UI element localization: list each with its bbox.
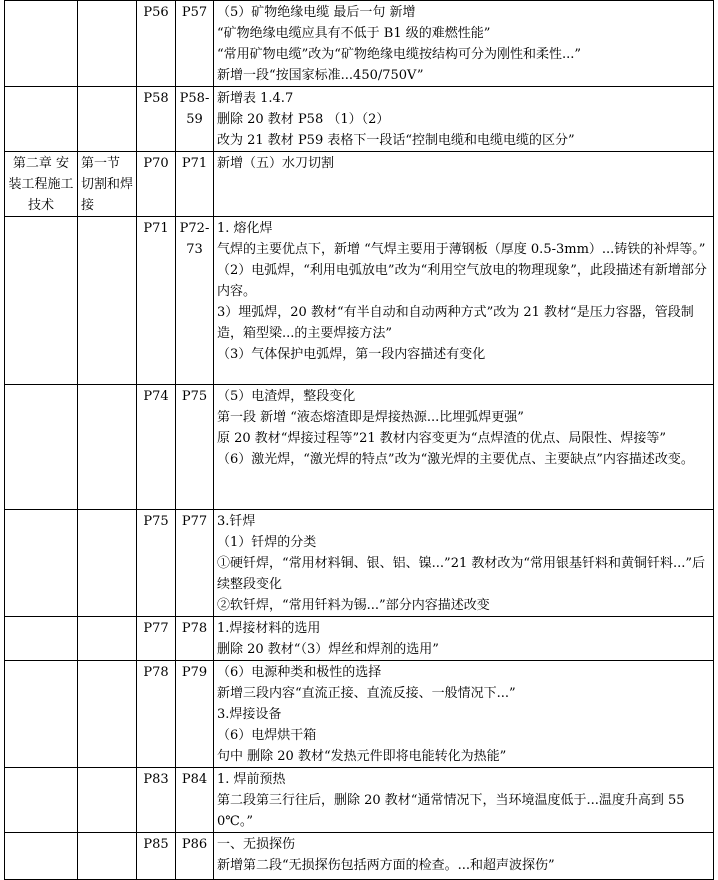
- old-page-cell-text: P83: [143, 772, 169, 787]
- old-page-cell: [137, 217, 176, 385]
- new-page-cell-text: P86: [181, 837, 208, 852]
- table-row: [5, 833, 714, 880]
- table-row: [5, 385, 714, 510]
- change-line: 句中 删除 20 教材“发热元件即将电能转化为热能”: [217, 749, 507, 764]
- new-page-cell-text: P72-73: [179, 221, 210, 257]
- old-page-cell-text: P77: [143, 621, 169, 636]
- old-page-cell-text: P56: [143, 5, 169, 20]
- change-line: 一、无损探伤: [217, 837, 296, 852]
- table-row: [5, 768, 714, 833]
- new-page-cell-text: P77: [181, 514, 208, 529]
- change-line: 新增（五）水刀切割: [217, 156, 335, 171]
- new-page-cell-text: P71: [181, 156, 208, 171]
- old-page-cell: [137, 833, 176, 880]
- chapter-cell: [5, 1, 78, 87]
- table-body: [5, 1, 714, 880]
- section-cell: [78, 768, 137, 833]
- old-page-cell-text: P85: [143, 837, 169, 852]
- change-line: （2）电弧焊，“利用电弧放电”改为“利用空气放电的物理现象”，此段描述有新增部分内容。: [217, 263, 707, 299]
- new-page-cell-text: P78: [181, 621, 208, 636]
- change-line: 1. 焊前预热: [217, 772, 286, 787]
- section-cell: [78, 385, 137, 510]
- change-line: 新增表 1.4.7: [217, 91, 294, 106]
- change-line: 第二段第三行往后，删除 20 教材“通常情况下，当环境温度低于...温度升高到 550℃。”: [217, 793, 685, 829]
- change-line: （5）矿物绝缘电缆 最后一句 新增: [217, 5, 416, 20]
- change-line: ①硬钎焊，“常用材料铜、银、铝、镍...”21 教材改为“常用银基钎料和黄铜钎料...”后续整段变化: [217, 556, 706, 592]
- change-line: ②软钎焊，“常用钎料为锡...”部分内容描述改变: [217, 598, 490, 613]
- change-line: 3）埋弧焊，20 教材“有半自动和自动两种方式”改为 21 教材“是压力容器，管段制造，箱型梁...的主要焊接方法”: [217, 305, 694, 341]
- change-line: “常用矿物电缆”改为“矿物绝缘电缆按结构可分为刚性和柔性...”: [217, 47, 581, 62]
- new-page-cell: [176, 385, 214, 510]
- section-cell: [78, 510, 137, 617]
- change-line: 新增第二段“无损探伤包括两方面的检查。...和超声波探伤”: [217, 858, 555, 873]
- chapter-cell: [5, 768, 78, 833]
- section-cell: [78, 87, 137, 152]
- old-page-cell-text: P71: [143, 221, 169, 236]
- new-page-cell-text: P75: [181, 389, 208, 404]
- change-line: 3.钎焊: [217, 514, 256, 529]
- new-page-cell: [176, 661, 214, 768]
- new-page-cell: [176, 1, 214, 87]
- table-row: [5, 217, 714, 385]
- change-description-cell: [214, 152, 714, 217]
- section-cell-text: 第一节 切割和焊接: [81, 156, 134, 213]
- new-page-cell-text: P79: [181, 665, 208, 680]
- old-page-cell: [137, 510, 176, 617]
- change-description-cell: [214, 217, 714, 385]
- old-page-cell: [137, 152, 176, 217]
- change-line: 改为 21 教材 P59 表格下一段话“控制电缆和电缆电缆的区分”: [217, 133, 575, 148]
- chapter-cell: [5, 510, 78, 617]
- change-line: 删除 20 教材 P58 （1）（2）: [217, 112, 390, 127]
- old-page-cell: [137, 1, 176, 87]
- change-line: 1. 熔化焊: [217, 221, 273, 236]
- old-page-cell-text: P78: [143, 665, 169, 680]
- change-description-cell: [214, 1, 714, 87]
- change-line: （3）气体保护电弧焊，第一段内容描述有变化: [217, 347, 486, 362]
- change-line: 气焊的主要优点下，新增 “气焊主要用于薄钢板（厚度 0.5-3mm）...铸铁的补焊等。”: [217, 242, 706, 257]
- new-page-cell-text: P58-59: [179, 91, 210, 127]
- old-page-cell: [137, 768, 176, 833]
- old-page-cell-text: P70: [143, 156, 169, 171]
- change-log-table: [4, 0, 714, 880]
- chapter-cell: [5, 385, 78, 510]
- new-page-cell: [176, 768, 214, 833]
- section-cell: [78, 152, 137, 217]
- new-page-cell: [176, 87, 214, 152]
- table-row: [5, 87, 714, 152]
- new-page-cell-text: P57: [181, 5, 208, 20]
- chapter-cell: [5, 833, 78, 880]
- new-page-cell: [176, 833, 214, 880]
- change-description-cell: [214, 833, 714, 880]
- change-line: 1.焊接材料的选用: [217, 621, 321, 636]
- change-line: （1）钎焊的分类: [217, 535, 317, 550]
- section-cell: [78, 217, 137, 385]
- old-page-cell: [137, 617, 176, 661]
- new-page-cell: [176, 217, 214, 385]
- new-page-cell: [176, 510, 214, 617]
- chapter-cell: [5, 217, 78, 385]
- section-cell: [78, 833, 137, 880]
- change-line: （6）激光焊，“激光焊的特点”改为“激光焊的主要优点、主要缺点”内容描述改变。: [217, 452, 694, 467]
- section-cell: [78, 617, 137, 661]
- old-page-cell-text: P74: [143, 389, 169, 404]
- section-cell: [78, 1, 137, 87]
- table-row: [5, 661, 714, 768]
- old-page-cell: [137, 87, 176, 152]
- table-row: [5, 510, 714, 617]
- change-line: （5）电渣焊，整段变化: [217, 389, 356, 404]
- old-page-cell: [137, 385, 176, 510]
- change-line: （6）电源种类和极性的选择: [217, 665, 382, 680]
- change-line: 新增一段“按国家标准...450/750V”: [217, 68, 424, 83]
- change-line: 3.焊接设备: [217, 707, 282, 722]
- change-description-cell: [214, 385, 714, 510]
- old-page-cell-text: P58: [143, 91, 169, 106]
- change-line: 第一段 新增 “液态熔渣即是焊接热源...比埋弧焊更强”: [217, 410, 524, 425]
- new-page-cell-text: P84: [181, 772, 208, 787]
- chapter-cell: [5, 661, 78, 768]
- table-row: [5, 152, 714, 217]
- change-line: （6）电焊烘干箱: [217, 728, 317, 743]
- chapter-cell-text: 第二章 安装工程施工技术: [8, 156, 74, 213]
- change-line: 原 20 教材“焊接过程等”21 教材内容变更为“点焊渣的优点、局限性、焊接等”: [217, 431, 667, 446]
- change-line: 新增三段内容“直流正接、直流反接、一般情况下...”: [217, 686, 516, 701]
- chapter-cell: [5, 152, 78, 217]
- table-row: [5, 1, 714, 87]
- change-description-cell: [214, 87, 714, 152]
- old-page-cell: [137, 661, 176, 768]
- chapter-cell: [5, 617, 78, 661]
- chapter-cell: [5, 87, 78, 152]
- section-cell: [78, 661, 137, 768]
- new-page-cell: [176, 152, 214, 217]
- new-page-cell: [176, 617, 214, 661]
- change-line: 删除 20 教材“（3）焊丝和焊剂的选用”: [217, 642, 439, 657]
- change-description-cell: [214, 661, 714, 768]
- table-row: [5, 617, 714, 661]
- change-description-cell: [214, 617, 714, 661]
- old-page-cell-text: P75: [143, 514, 169, 529]
- change-description-cell: [214, 768, 714, 833]
- change-description-cell: [214, 510, 714, 617]
- change-line: “矿物绝缘电缆应具有不低于 B1 级的难燃性能”: [217, 26, 491, 41]
